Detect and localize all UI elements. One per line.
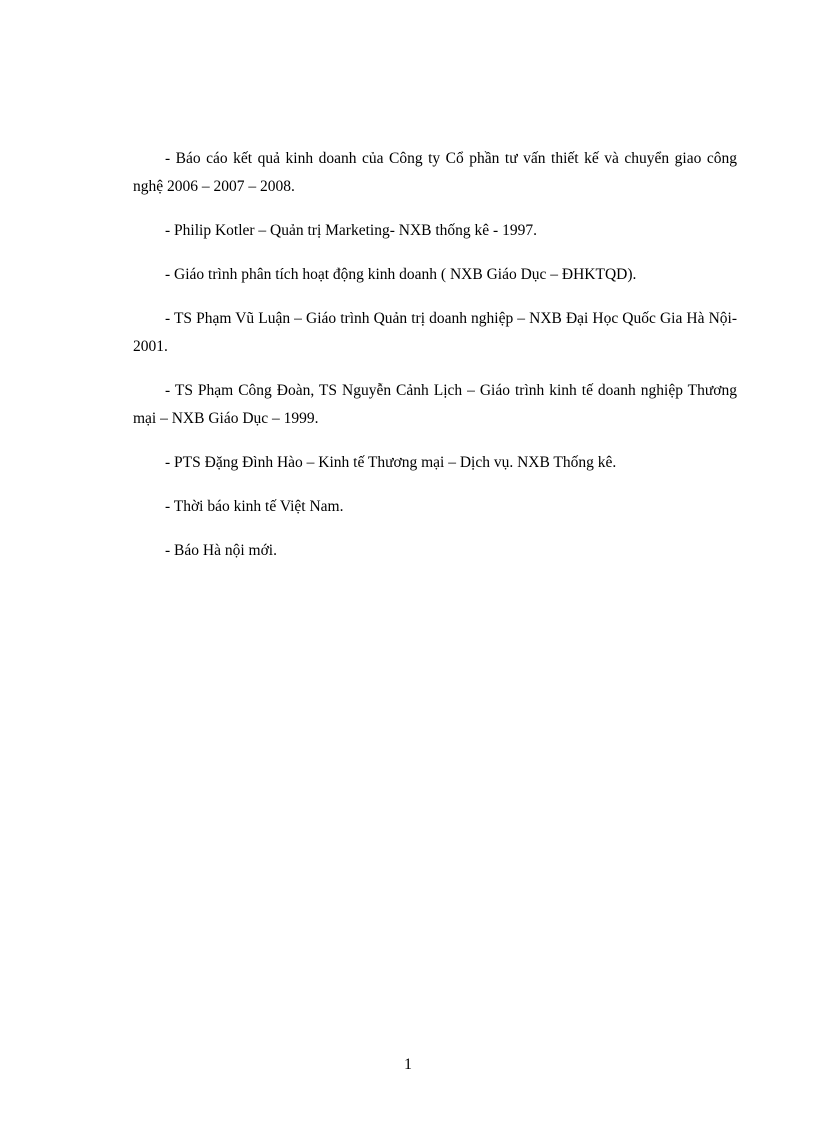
reference-item: - Báo cáo kết quả kinh doanh của Công ty Cổ phần tư vấn thiết kế và chuyển giao công nghệ 2006 – 2007 – 2008. — [133, 150, 737, 195]
reference-item: - Báo Hà nội mới. — [165, 542, 277, 559]
reference-item: - TS Phạm Công Đoàn, TS Nguyễn Cảnh Lịch – Giáo trình kinh tế doanh nghiệp Thương mại – NXB Giáo Dục – 1999. — [133, 382, 737, 427]
reference-item: - Giáo trình phân tích hoạt động kinh doanh ( NXB Giáo Dục – ĐHKTQD). — [165, 266, 637, 283]
page-number: 1 — [404, 1056, 412, 1073]
reference-item: - Philip Kotler – Quản trị Marketing- NXB thống kê - 1997. — [165, 222, 537, 239]
reference-item: - PTS Đặng Đình Hào – Kinh tế Thương mại – Dịch vụ. NXB Thống kê. — [165, 454, 617, 471]
reference-list — [133, 145, 737, 581]
reference-item: - Thời báo kinh tế Việt Nam. — [165, 498, 344, 515]
reference-item: - TS Phạm Vũ Luận – Giáo trình Quản trị doanh nghiệp – NXB Đại Học Quốc Gia Hà Nội-2001. — [133, 310, 737, 355]
